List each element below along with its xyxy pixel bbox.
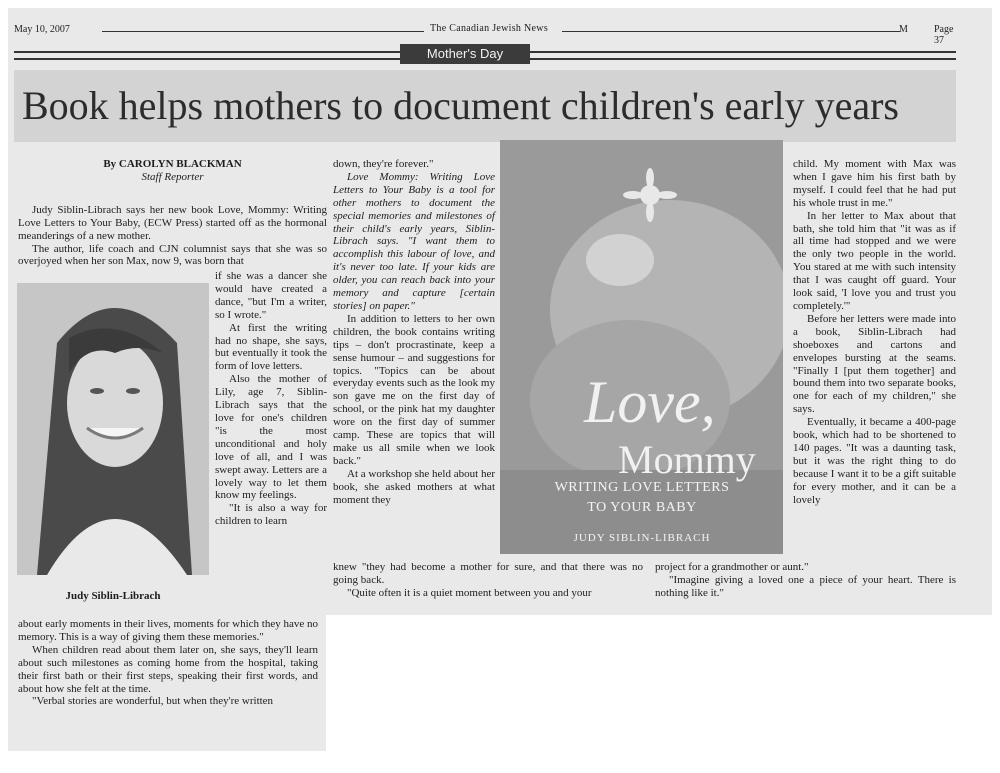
column-1-bottom (18, 618, 318, 708)
paragraph: if she was a dancer she would have created a dance, "but I'm a writer, so I wrote." (215, 270, 327, 321)
masthead-rule-right (562, 31, 900, 32)
paragraph: project for a grandmother or aunt." (655, 561, 809, 573)
paragraph: Before her letters were made into a book, Siblin-Librach had shoeboxes and cartons and envelopes bursting at the seams. "Finally I [put them together] and bound them into two separate books, one for each of my children," she says. (793, 312, 956, 416)
paragraph: "Verbal stories are wonderful, but when they're written (32, 695, 274, 708)
column-3 (793, 158, 956, 506)
paragraph: Love Mommy: Writing Love Letters to Your Baby is a tool for other mothers to document the special memories and milestones of their child's early years, Siblin-Librach says. "I want them to accomplish this labour of love, and it's never too late. If your kids are older, you can reach back into your memory and capture [certain stories] on paper." (333, 170, 495, 312)
paragraph: In addition to letters to her own children, the book contains writing tips – don't procrastinate, keep a sense humour – and suggestions for topics. "Topics can be about everyday events such as the look my son gave me on the first day of school, or the pink hat my daughter wore on the first day of summer camp. These are topics that will make us all smile when we look back." (333, 312, 495, 467)
book-cover (500, 140, 783, 554)
byline: By CAROLYN BLACKMAN (103, 158, 242, 170)
book-author: JUDY SIBLIN-LIBRACH (573, 532, 711, 544)
column-2 (333, 158, 495, 506)
column-1-top (18, 158, 327, 268)
staff-reporter: Staff Reporter (141, 170, 204, 183)
paragraph: Also the mother of Lily, age 7, Siblin-Librach says that the love for one's children "is the most unconditional and holy love of all, and I was swept away. Letters are a lovely way to let them know my feelings. (215, 373, 327, 502)
column-1-side (215, 270, 327, 528)
paragraph: child. My moment with Max was when I gave him his first bath by myself. I could feel that he had put his whole trust in me." (793, 158, 956, 209)
edition-letter: M (899, 24, 908, 35)
paragraph: When children read about them later on, she says, they'll learn about such milestones as coming home from the hospital, taking their first bath or their first steps, speaking their first words, and about how she felt at the time. (18, 643, 318, 695)
paragraph: At first the writing had no shape, she says, but eventually it took the form of love letters. (215, 321, 327, 373)
paragraph: Judy Siblin-Librach says her new book Love, Mommy: Writing Love Letters to Your Baby, (ECW Press) started off as the hormonal meanderings of a new mother. (18, 203, 327, 242)
paragraph: At a workshop she held about her book, she asked mothers at what moment they (333, 467, 495, 506)
masthead (14, 22, 956, 46)
paragraph: knew "they had become a mother for sure, and that there was no going back. (333, 561, 643, 586)
paragraph: about early moments in their lives, moments for which they have no memory. This is a way of giving them these memories." (18, 618, 318, 643)
book-subtitle-line-2: TO YOUR BABY (587, 500, 697, 515)
photo-caption: Judy Siblin-Librach (65, 590, 161, 602)
newspaper-name: The Canadian Jewish News (430, 23, 549, 34)
column-3-bottom (655, 561, 956, 600)
paragraph: "Imagine giving a loved one a piece of your heart. There is nothing like it." (655, 573, 956, 599)
masthead-rule-left (102, 31, 424, 32)
book-title-mommy: Mommy (618, 437, 756, 482)
paragraph: In her letter to Max about that bath, she told him that "it was as if all time had stopped and we were the only two people in the world. You stared at me with such intensity that I was caught off guard. Your look said, 'I love you and trust you completely.'" (793, 209, 956, 312)
paragraph: The author, life coach and CJN columnist says that she was so overjoyed when her son Max, now 9, was born that (18, 242, 327, 268)
section-label: Mother's Day (400, 44, 530, 64)
paragraph: Eventually, it became a 400-page book, which had to be shortened to 140 pages. "It was a daunting task, but it was the right thing to do because I want it to be a gift suitable for every mother, and it can be a lovely (793, 416, 956, 506)
author-photo (17, 283, 209, 575)
paragraph: "Quite often it is a quiet moment between you and your (347, 586, 592, 599)
book-title-love: Love, (584, 369, 716, 435)
portrait-image (17, 283, 209, 575)
headline: Book helps mothers to document children's early years (22, 83, 899, 128)
paragraph: "It is also a way for children to learn (215, 502, 327, 528)
issue-date: May 10, 2007 (14, 24, 70, 35)
paragraph: down, they're forever." (333, 158, 434, 170)
page-number: Page 37 (934, 24, 954, 46)
book-subtitle-line-1: WRITING LOVE LETTERS (554, 480, 730, 495)
column-2-bottom (333, 561, 643, 600)
